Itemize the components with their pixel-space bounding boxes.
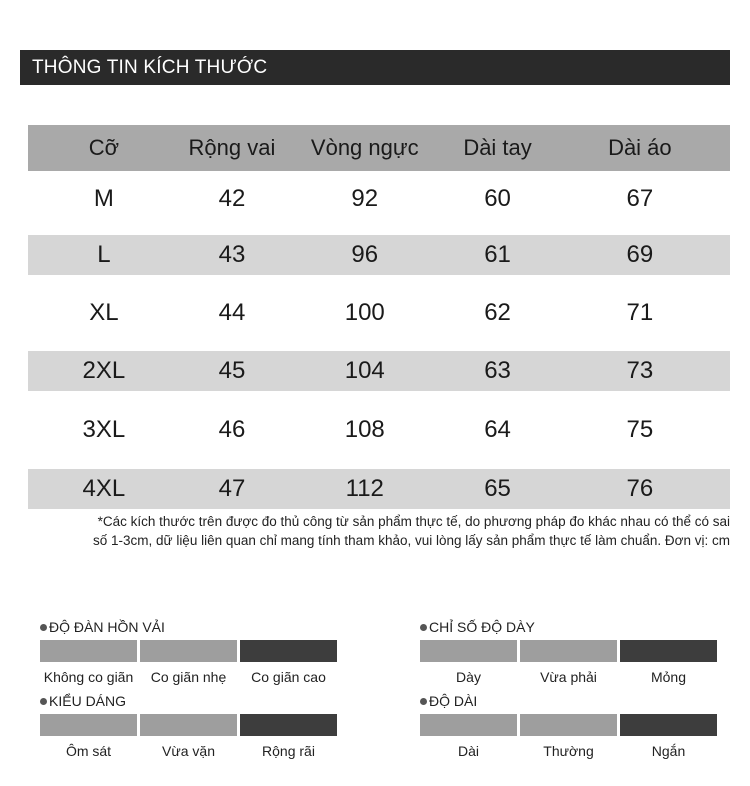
- table-cell: 3XL: [82, 416, 126, 443]
- elasticity-title: ĐỘ ĐÀN HỒN VẢI: [49, 619, 165, 635]
- table-cell: 71: [626, 299, 654, 326]
- length-bar: [620, 714, 717, 736]
- bullet-icon: [40, 624, 47, 631]
- length-option: Dài: [457, 743, 479, 759]
- elasticity-bar: [140, 640, 237, 662]
- table-cell: 44: [218, 299, 246, 326]
- table-cell: 96: [351, 241, 379, 268]
- bullet-icon: [420, 624, 427, 631]
- table-cell: XL: [89, 299, 119, 326]
- thickness-bars: [420, 640, 717, 662]
- header-size: Cỡ: [88, 135, 120, 160]
- length-group: [420, 692, 717, 759]
- elasticity-bars: [40, 640, 337, 662]
- table-cell: 2XL: [82, 357, 126, 384]
- table-cell: 112: [345, 475, 384, 502]
- thickness-group: [420, 618, 717, 685]
- section-title: THÔNG TIN KÍCH THƯỚC: [20, 50, 730, 85]
- header-chest: Vòng ngực: [310, 135, 419, 160]
- table-cell: 47: [218, 475, 246, 502]
- table-cell: 75: [626, 416, 654, 443]
- fit-option: Rộng rãi: [262, 743, 315, 759]
- table-cell: 62: [484, 299, 511, 326]
- fit-option: Vừa vặn: [162, 743, 215, 759]
- fit-bars: [40, 714, 337, 736]
- thickness-option: Mỏng: [650, 669, 687, 685]
- header-shoulder: Rộng vai: [188, 135, 276, 160]
- table-row: [28, 175, 730, 223]
- table-header-row: [28, 125, 730, 171]
- bullet-icon: [40, 698, 47, 705]
- table-row: [28, 469, 730, 509]
- length-bars: [420, 714, 717, 736]
- table-cell: 69: [626, 241, 654, 268]
- table-row: [28, 275, 730, 351]
- elasticity-option: Co giãn cao: [251, 669, 326, 685]
- measurement-note: [28, 512, 730, 550]
- table-cell: 46: [218, 416, 246, 443]
- note-line-2: số 1-3cm, dữ liệu liên quan chỉ mang tính tham khảo, vui lòng lấy sản phẩm thực tế làm chuẩn. Đơn vị: cm: [93, 533, 730, 548]
- table-cell: 108: [344, 416, 385, 443]
- table-cell: 104: [344, 357, 385, 384]
- length-bar: [420, 714, 517, 736]
- fit-bar: [140, 714, 237, 736]
- length-option: Ngắn: [651, 743, 686, 759]
- table-cell: 92: [351, 185, 379, 212]
- table-cell: 43: [218, 241, 246, 268]
- table-cell: 63: [484, 357, 511, 384]
- elasticity-group: [40, 618, 337, 685]
- thickness-bar: [520, 640, 617, 662]
- table-cell: 60: [484, 185, 511, 212]
- header-length: Dài áo: [608, 135, 672, 160]
- thickness-option: Vừa phải: [540, 669, 597, 685]
- fit-bar: [40, 714, 137, 736]
- header-sleeve: Dài tay: [463, 135, 532, 160]
- table-cell: 4XL: [82, 475, 126, 502]
- table-cell: 45: [218, 357, 246, 384]
- thickness-bar: [620, 640, 717, 662]
- size-table: [28, 125, 730, 509]
- table-cell: 61: [484, 241, 511, 268]
- table-cell: 67: [626, 185, 654, 212]
- fit-title: KIỂU DÁNG: [49, 693, 127, 709]
- elasticity-bar: [40, 640, 137, 662]
- note-line-1: *Các kích thước trên được đo thủ công từ sản phẩm thực tế, do phương pháp đo khác nhau có thể có sai: [97, 514, 730, 529]
- elasticity-bar: [240, 640, 337, 662]
- fit-option: Ôm sát: [65, 743, 112, 759]
- table-cell: 100: [344, 299, 385, 326]
- table-cell: 73: [626, 357, 654, 384]
- fit-bar: [240, 714, 337, 736]
- table-cell: M: [93, 185, 114, 212]
- table-cell: 64: [484, 416, 511, 443]
- table-cell: 65: [484, 475, 511, 502]
- thickness-bar: [420, 640, 517, 662]
- length-bar: [520, 714, 617, 736]
- table-row: [28, 351, 730, 391]
- length-title: ĐỘ DÀI: [429, 693, 478, 709]
- thickness-title: CHỈ SỐ ĐỘ DÀY: [429, 619, 535, 635]
- table-row: [28, 391, 730, 469]
- table-cell: L: [97, 241, 111, 268]
- table-cell: 76: [626, 475, 654, 502]
- elasticity-option: Co giãn nhẹ: [150, 669, 227, 685]
- length-option: Thường: [543, 743, 594, 759]
- table-cell: 42: [218, 185, 246, 212]
- fit-group: [40, 692, 337, 759]
- bullet-icon: [420, 698, 427, 705]
- thickness-option: Dày: [456, 669, 481, 685]
- table-row: [28, 235, 730, 275]
- elasticity-option: Không co giãn: [43, 669, 134, 685]
